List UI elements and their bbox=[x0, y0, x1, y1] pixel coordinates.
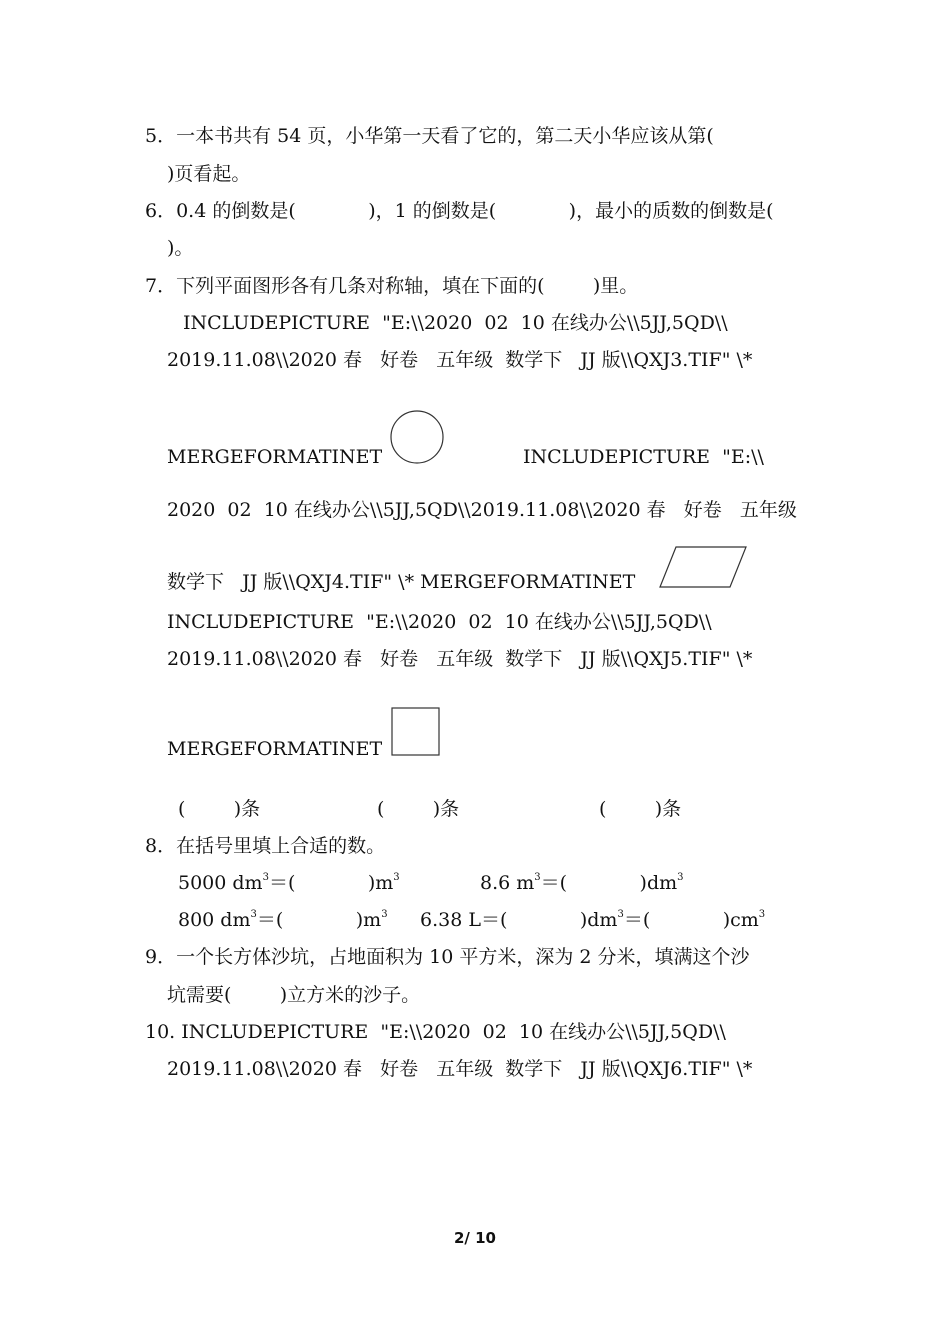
q7-answer-3: ( )条 bbox=[599, 798, 682, 820]
q7-field2-a: INCLUDEPICTURE "E:\\ bbox=[523, 446, 764, 468]
q8-item-1: 5000 $dm^3=$( )$m^3$ bbox=[178, 871, 400, 894]
circle-figure bbox=[389, 408, 447, 466]
square-figure bbox=[390, 706, 442, 758]
q7-field1-b: 2019.11.08\\2020 春 好卷 五年级 数学下 JJ 版\\QXJ3.TIF" \* bbox=[167, 349, 753, 371]
q10-line1: 10. INCLUDEPICTURE "E:\\2020 02 10 在线办公\\5JJ,5QD\\ bbox=[145, 1021, 726, 1043]
q7-field2-b: 2020 02 10 在线办公\\5JJ,5QD\\2019.11.08\\2020 春 好卷 五年级 bbox=[167, 499, 797, 521]
q5-line2: )页看起。 bbox=[167, 163, 251, 185]
q9-line2: 坑需要( )立方米的沙子。 bbox=[167, 984, 421, 1006]
q8-item-2: 8.6 $m^3=$( )$dm^3$ bbox=[480, 871, 684, 894]
page-number: 2/ 10 bbox=[453, 1229, 496, 1247]
parallelogram-figure bbox=[658, 545, 748, 589]
q8-item-4: 6.38 L＝( )$dm^3=$( )$cm^3$ bbox=[420, 908, 766, 931]
q7-field1-a: INCLUDEPICTURE "E:\\2020 02 10 在线办公\\5JJ,5QD\\ bbox=[183, 312, 728, 334]
q5-line1: 5．一本书共有 54 页，小华第一天看了它的，第二天小华应该从第( bbox=[145, 125, 714, 147]
q8-title: 8．在括号里填上合适的数。 bbox=[145, 835, 386, 857]
q7-line1: 7．下列平面图形各有几条对称轴，填在下面的( )里。 bbox=[145, 275, 639, 297]
q7-field3-a: INCLUDEPICTURE "E:\\2020 02 10 在线办公\\5JJ,5QD\\ bbox=[167, 611, 712, 633]
q6-line1: 6．0.4 的倒数是( )，1 的倒数是( )，最小的质数的倒数是( bbox=[145, 200, 774, 222]
q7-field2-c: 数学下 JJ 版\\QXJ4.TIF" \* MERGEFORMATINET bbox=[167, 571, 636, 593]
q7-answer-1: ( )条 bbox=[178, 798, 261, 820]
q8-item-3: 800 $dm^3=$( )$m^3$ bbox=[178, 908, 388, 931]
q7-field1-c: MERGEFORMATINET bbox=[167, 446, 383, 468]
q10-line2: 2019.11.08\\2020 春 好卷 五年级 数学下 JJ 版\\QXJ6.TIF" \* bbox=[167, 1058, 753, 1080]
q9-line1: 9．一个长方体沙坑，占地面积为 10 平方米，深为 2 分米，填满这个沙 bbox=[145, 946, 750, 968]
q6-line2: )。 bbox=[167, 237, 194, 259]
q7-field3-c: MERGEFORMATINET bbox=[167, 738, 383, 760]
q7-answer-2: ( )条 bbox=[377, 798, 460, 820]
q7-field3-b: 2019.11.08\\2020 春 好卷 五年级 数学下 JJ 版\\QXJ5.TIF" \* bbox=[167, 648, 753, 670]
